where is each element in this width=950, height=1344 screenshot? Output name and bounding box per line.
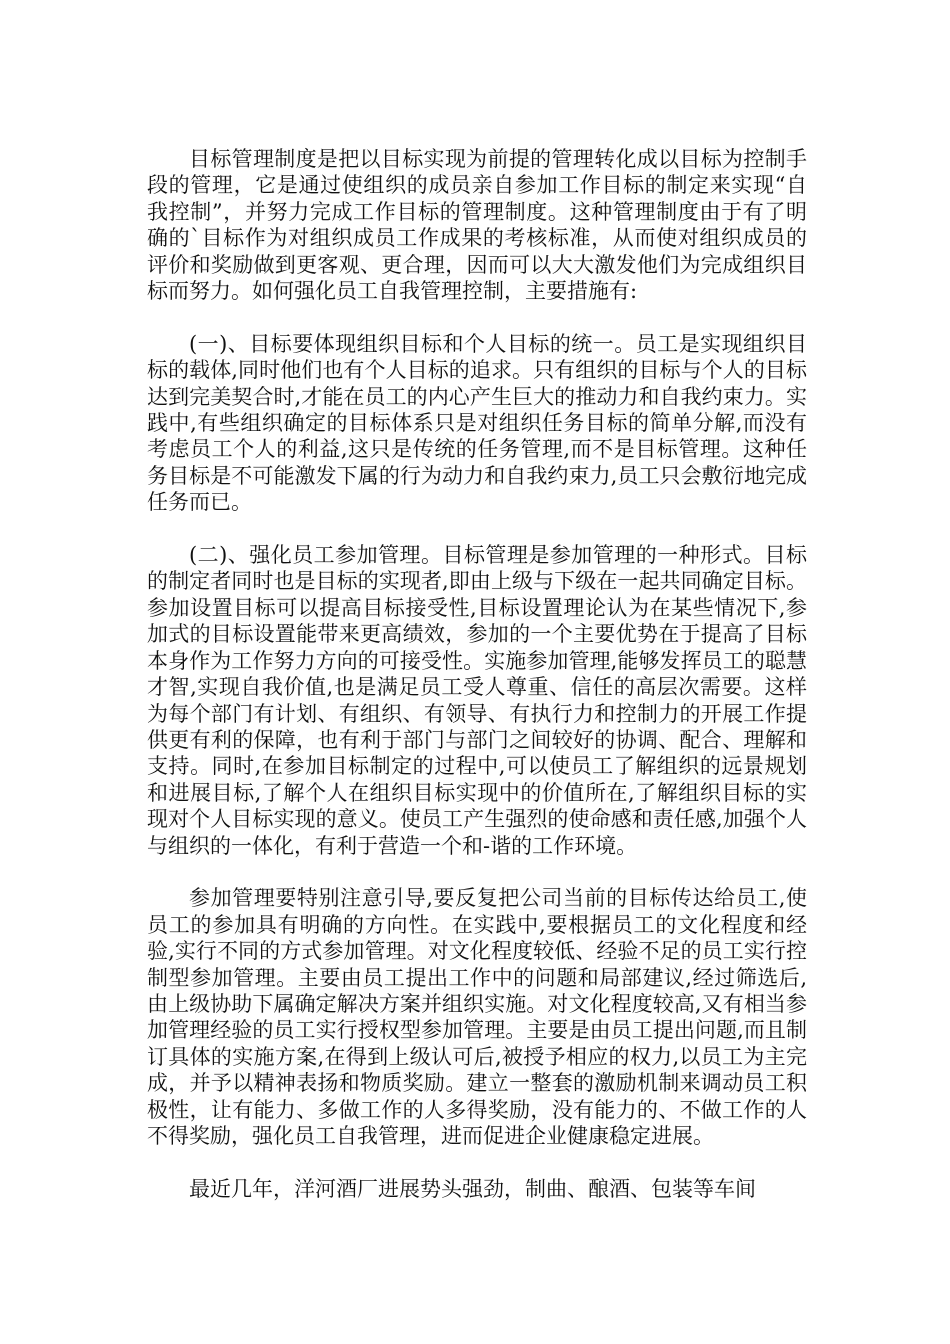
paragraph-guidance: 参加管理要特别注意引导,要反复把公司当前的目标传达给员工,使员工的参加具有明确的方向性。在实践中,要根据员工的文化程度和经验,实行不同的方式参加管理。对文化程度较低、经验不足的员工实行控制型参加管理。主要由员工提出工作中的问题和局部建议,经过筛选后,由上级协助下属确定解决方案并组织实施。对文化程度较高,又有相当参加管理经验的员工实行授权型参加管理。主要是由员工提出问题,而且制订具体的实施方案,在得到上级认可后,被授予相应的权力,以员工为主完成，并予以精神表扬和物质奖励。建立一整套的激励机制来调动员工积极性，让有能力、多做工作的人多得奖励，没有能力的、不做工作的人不得奖励，强化员工自我管理，进而促进企业健康稳定进展。 xyxy=(147,886,807,1148)
paragraph-yanghe: 最近几年，洋河酒厂进展势头强劲，制曲、酿酒、包装等车间 xyxy=(189,1176,756,1201)
paragraph-measure-two: (二)、强化员工参加管理。目标管理是参加管理的一种形式。目标的制定者同时也是目标的实现者,即由上级与下级在一起共同确定目标。参加设置目标可以提高目标接受性,目标设置理论认为在某些情况下,参加式的目标设置能带来更高绩效，参加的一个主要优势在于提高了目标本身作为工作努力方向的可接受性。实施参加管理,能够发挥员工的聪慧才智,实现自我价值,也是满足员工受人尊重、信任的高层次需要。这样为每个部门有计划、有组织、有领导、有执行力和控制力的开展工作提供更有利的保障，也有利于部门与部门之间较好的协调、配合、理解和支持。同时,在参加目标制定的过程中,可以使员工了解组织的远景规划和进展目标,了解个人在组织目标实现中的价值所在,了解组织目标的实现对个人目标实现的意义。使员工产生强烈的使命感和责任感,加强个人与组织的一体化，有利于营造一个和-谐的工作环境。 xyxy=(147,543,807,858)
paragraph-intro: 目标管理制度是把以目标实现为前提的管理转化成以目标为控制手段的管理，它是通过使组织的成员亲自参加工作目标的制定来实现“自我控制”，并努力完成工作目标的管理制度。这种管理制度由于有了明确的`目标作为对组织成员工作成果的考核标准，从而使对组织成员的评价和奖励做到更客观、更合理，因而可以大大激发他们为完成组织目标而努力。如何强化员工自我管理控制，主要措施有: xyxy=(147,147,807,304)
document-body xyxy=(147,146,807,1202)
paragraph-measure-one: (一)、目标要体现组织目标和个人目标的统一。员工是实现组织目标的载体,同时他们也有个人目标的追求。只有组织的目标与个人的目标达到完美契合时,才能在员工的内心产生巨大的推动力和自我约束力。实践中,有些组织确定的目标体系只是对组织任务目标的简单分解,而没有考虑员工个人的利益,这只是传统的任务管理,而不是目标管理。这种任务目标是不可能激发下属的行为动力和自我约束力,员工只会敷衍地完成任务而已。 xyxy=(147,331,807,515)
